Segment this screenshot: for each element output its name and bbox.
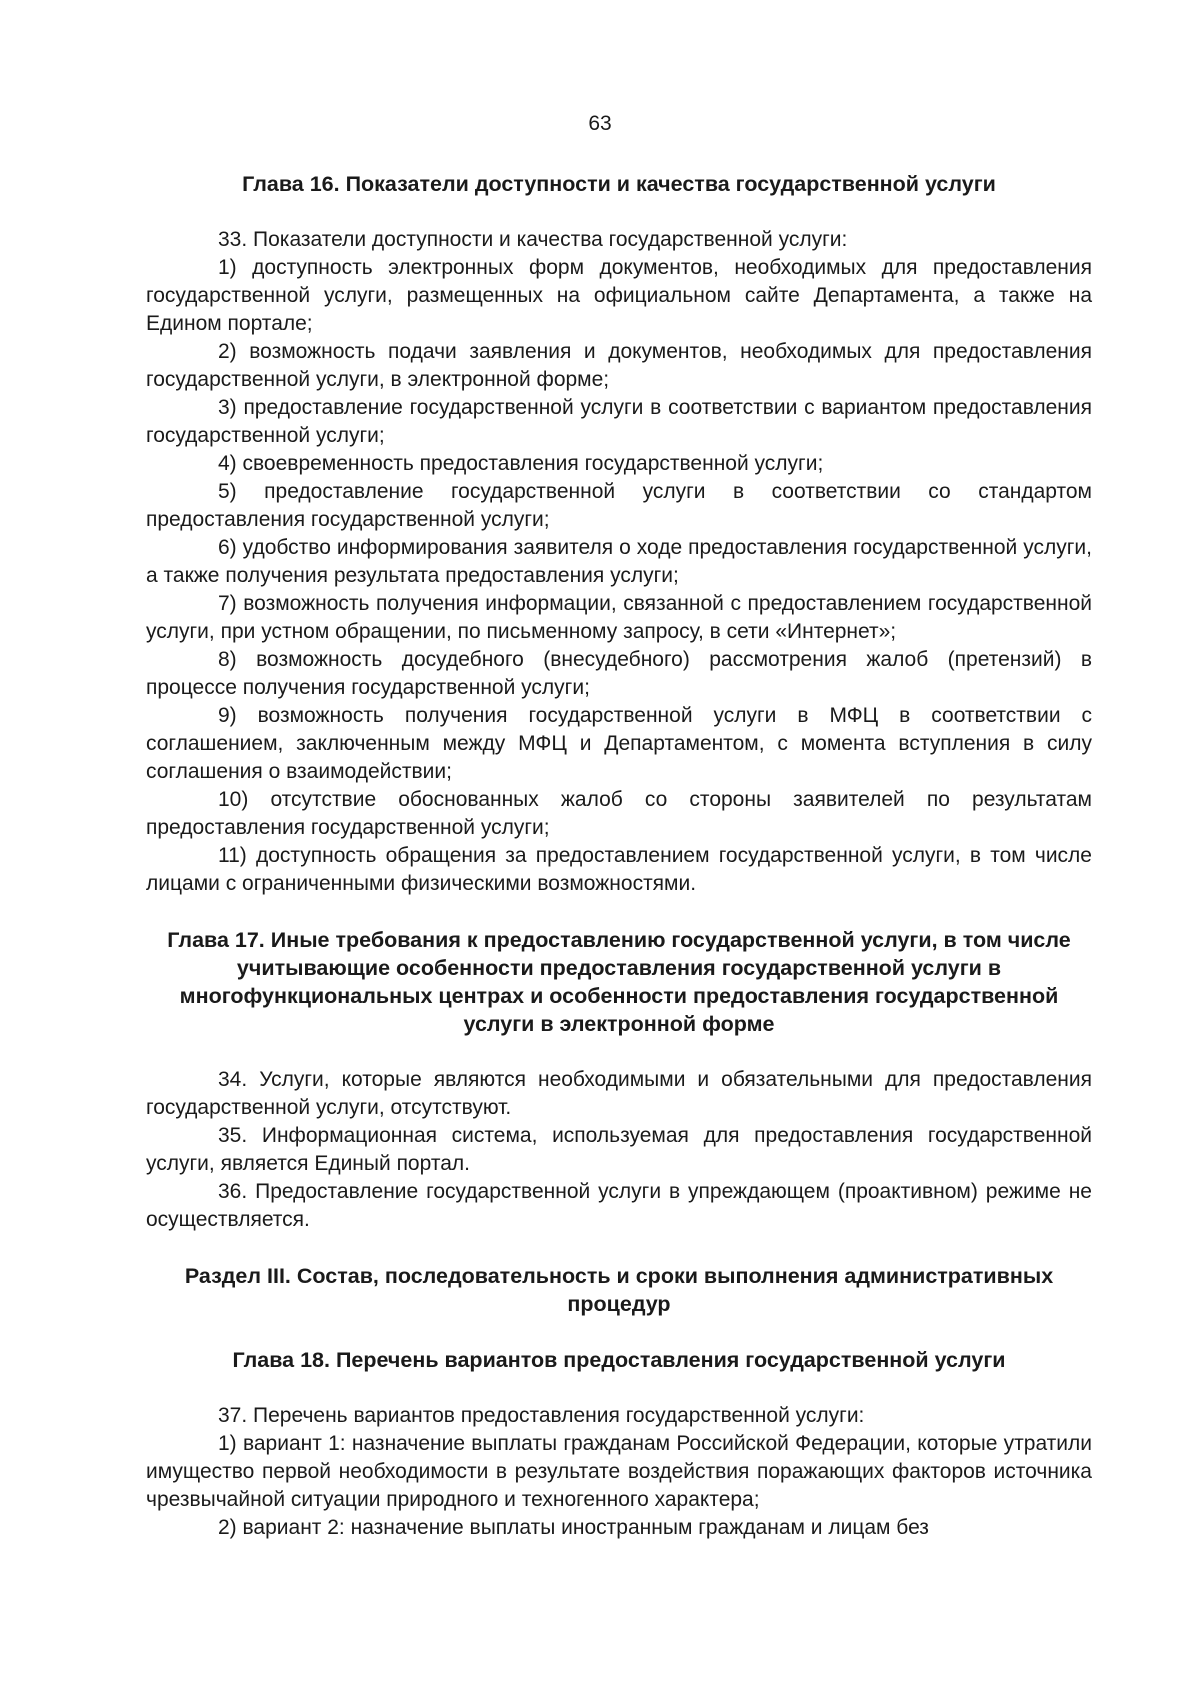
chapter-17-heading: Глава 17. Иные требования к предоставлению государственной услуги, в том числе учитывающие особенности предоставления государственной услуги в многофункциональных центрах и особенности предоставления государственной услуги в электронной форме <box>167 928 1071 1036</box>
paragraph-34: 34. Услуги, которые являются необходимыми и обязательными для предоставления государственной услуги, отсутствуют. <box>146 1068 1092 1119</box>
chapter-16-heading: Глава 16. Показатели доступности и качества государственной услуги <box>242 172 996 196</box>
chapter-18-heading: Глава 18. Перечень вариантов предоставления государственной услуги <box>232 1348 1006 1372</box>
paragraph-33: 33. Показатели доступности и качества государственной услуги: <box>218 228 848 251</box>
list-item-3: 3) предоставление государственной услуги в соответствии с вариантом предоставления государственной услуги; <box>146 396 1092 447</box>
variant-item-1: 1) вариант 1: назначение выплаты гражданам Российской Федерации, которые утратили имущество первой необходимости в результате воздействия поражающих факторов источника чрезвычайной ситуации природного и техногенного характера; <box>146 1432 1092 1511</box>
paragraph-36: 36. Предоставление государственной услуги в упреждающем (проактивном) режиме не осуществляется. <box>146 1180 1092 1231</box>
list-item-9: 9) возможность получения государственной услуги в МФЦ в соответствии с соглашением, заключенным между МФЦ и Департаментом, с момента вступления в силу соглашения о взаимодействии; <box>146 704 1092 783</box>
page-number: 63 <box>588 112 612 135</box>
list-item-4: 4) своевременность предоставления государственной услуги; <box>218 452 824 475</box>
list-item-7: 7) возможность получения информации, связанной с предоставлением государственной услуги, при устном обращении, по письменному запросу, в сети «Интернет»; <box>146 592 1092 643</box>
list-item-8: 8) возможность досудебного (внесудебного) рассмотрения жалоб (претензий) в процессе получения государственной услуги; <box>146 648 1092 699</box>
document-body <box>146 170 1092 1542</box>
list-item-11: 11) доступность обращения за предоставлением государственной услуги, в том числе лицами с ограниченными физическими возможностями. <box>146 844 1092 895</box>
section-3-heading: Раздел III. Состав, последовательность и сроки выполнения административных процедур <box>184 1264 1054 1316</box>
paragraph-37: 37. Перечень вариантов предоставления государственной услуги: <box>218 1404 865 1427</box>
list-item-5: 5) предоставление государственной услуги в соответствии со стандартом предоставления государственной услуги; <box>146 480 1092 531</box>
variant-item-2: 2) вариант 2: назначение выплаты иностранным гражданам и лицам без <box>218 1516 929 1539</box>
list-item-2: 2) возможность подачи заявления и документов, необходимых для предоставления государственной услуги, в электронной форме; <box>146 340 1092 391</box>
paragraph-35: 35. Информационная система, используемая для предоставления государственной услуги, является Единый портал. <box>146 1124 1092 1175</box>
list-item-10: 10) отсутствие обоснованных жалоб со стороны заявителей по результатам предоставления государственной услуги; <box>146 788 1092 839</box>
list-item-6: 6) удобство информирования заявителя о ходе предоставления государственной услуги, а также получения результата предоставления услуги; <box>146 536 1092 587</box>
list-item-1: 1) доступность электронных форм документов, необходимых для предоставления государственной услуги, размещенных на официальном сайте Департамента, а также на Едином портале; <box>146 256 1092 335</box>
